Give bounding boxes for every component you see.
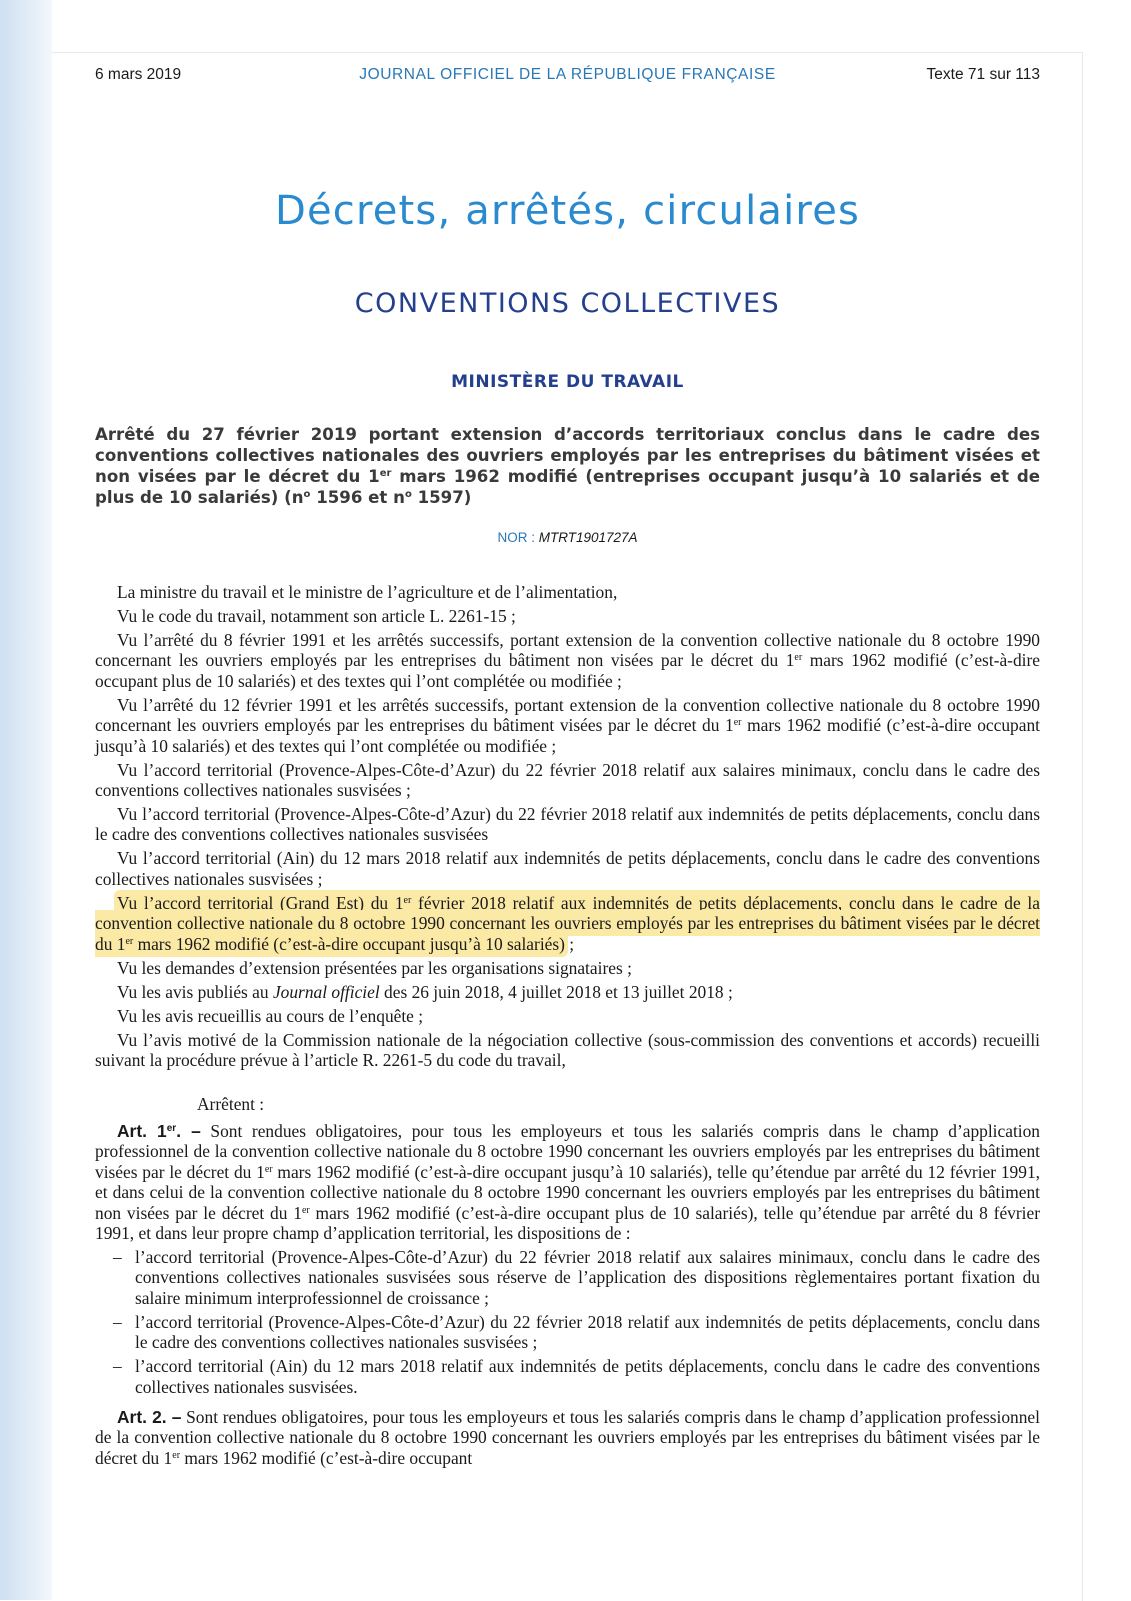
paragraph-vu-accord-grand-est-highlighted: Vu l’accord territorial (Grand Est) du 1er février 2018 relatif aux indemnités de petits déplacements, conclu dans le cadre de la convention collective nationale du 8 octobre 1990 concernant les ouvriers employés par les entreprises du bâtiment visées par le décret du 1er mars 1962 modifié (c’est-à-dire occupant jusqu’à 10 salariés) ; — [95, 892, 1040, 954]
list-item: – l’accord territorial (Provence-Alpes-Côte-d’Azur) du 22 février 2018 relatif aux salaires minimaux, conclu dans le cadre des conventions collectives nationales susvisées sous réserve de l’application des dispositions règlementaires portant fixation du salaire minimum interprofessionnel de croissance ; — [113, 1246, 1040, 1308]
nor-reference — [95, 530, 1040, 545]
paragraph-vu-code: Vu le code du travail, notamment son article L. 2261-15 ; — [117, 606, 516, 626]
paragraph-vu-avis-publies: Vu les avis publiés au Journal officiel des 26 juin 2018, 4 juillet 2018 et 13 juillet 2018 ; — [117, 981, 733, 1002]
header-text-number: Texte 71 sur 113 — [926, 66, 1040, 83]
page-header — [95, 66, 1040, 88]
list-item: – l’accord territorial (Ain) du 12 mars 2018 relatif aux indemnités de petits déplacements, conclu dans le cadre des conventions collectives nationales susvisées. — [113, 1356, 1040, 1397]
article-2: Art. 2. – Sont rendues obligatoires, pour tous les employeurs et tous les salariés compris dans le champ d’application professionnel de la convention collective nationale du 8 octobre 1990 concernant les ouvriers employés par les entreprises du bâtiment visées par le décret du 1er mars 1962 modifié (c’est-à-dire occupant — [95, 1406, 1040, 1468]
paragraph-vu-accord-ain: Vu l’accord territorial (Ain) du 12 mars 2018 relatif aux indemnités de petits déplacements, conclu dans le cadre des conventions collectives nationales susvisées ; — [95, 848, 1040, 889]
article-1-label: Art. 1er. – — [117, 1120, 201, 1141]
paragraph-vu-enquete: Vu les avis recueillis au cours de l’enquête ; — [117, 1005, 424, 1026]
paragraph-vu-arrete-1991-b: Vu l’arrêté du 12 février 1991 et les arrêtés successifs, portant extension de la convention collective nationale du 8 octobre 1990 concernant les ouvriers employés par les entreprises du bâtiment visées par le décret du 1er mars 1962 modifié (c’est-à-dire occupant jusqu’à 10 salariés) et des textes qui l’ont complétée ou modifiée ; — [95, 694, 1040, 756]
nor-label: NOR : — [497, 530, 535, 545]
header-journal-title: JOURNAL OFFICIEL DE LA RÉPUBLIQUE FRANÇAISE — [359, 66, 776, 83]
left-margin-band — [0, 0, 52, 1600]
article-1: Art. 1er. – Sont rendues obligatoires, pour tous les employeurs et tous les salariés compris dans le champ d’application professionnel de la convention collective nationale du 8 octobre 1990 concernant les ouvriers employés par les entreprises du bâtiment visées par le décret du 1er mars 1962 modifié (c’est-à-dire occupant jusqu’à 10 salariés), telle qu’étendue par arrêté du 12 février 1991, et dans celui de la convention collective nationale du 8 octobre 1990 concernant les ouvriers employés par les entreprises du bâtiment non visées par le décret du 1er mars 1962 modifié (c’est-à-dire occupant plus de 10 salariés), telle qu’étendue par arrêté du 8 février 1991, et dans leur propre champ d’application territorial, les dispositions de : — [95, 1120, 1040, 1243]
paragraph-vu-demandes: Vu les demandes d’extension présentées par les organisations signataires ; — [117, 957, 632, 978]
document-body — [95, 582, 1040, 1472]
arrete-title: Arrêté du 27 février 2019 portant extension d’accords territoriaux conclus dans le cadre des conventions collectives nationales des ouvriers employés par les entreprises du bâtiment visées et non visées par le décret du 1er mars 1962 modifié (entreprises occupant jusqu’à 10 salariés et de plus de 10 salariés) ($n^o$ 1596 et $n^o$ 1597) — [95, 425, 1041, 507]
paragraph-preamble: La ministre du travail et le ministre de l’agriculture et de l’alimentation, — [117, 582, 618, 602]
paragraph-vu-accord-paca-salaires: Vu l’accord territorial (Provence-Alpes-Côte-d’Azur) du 22 février 2018 relatif aux salaires minimaux, conclu dans le cadre des conventions collectives nationales susvisées ; — [95, 759, 1040, 801]
section-title: Décrets, arrêtés, circulaires — [274, 188, 861, 234]
paragraph-vu-commission: Vu l’avis motivé de la Commission nationale de la négociation collective (sous-commission des conventions et accords) recueilli suivant la procédure prévue à l’article R. 2261-5 du code du travail, — [95, 1029, 1040, 1071]
header-date: 6 mars 2019 — [95, 66, 182, 83]
list-item: – l’accord territorial (Provence-Alpes-Côte-d’Azur) du 22 février 2018 relatif aux indemnités de petits déplacements, conclu dans le cadre des conventions collectives nationales susvisées ; — [113, 1311, 1040, 1353]
highlight-mark: Vu l’accord territorial (Grand Est) du 1er février 2018 relatif aux indemnités de petits déplacements, conclu dans le cadre de la convention collective nationale du 8 octobre 1990 concernant les ouvriers employés par les entreprises du bâtiment visées par le décret du 1er mars 1962 modifié (c’est-à-dire occupant jusqu’à 10 salariés) — [95, 892, 1040, 954]
ministry-heading: MINISTÈRE DU TRAVAIL — [451, 372, 684, 392]
paragraph-vu-accord-paca-deplacements: Vu l’accord territorial (Provence-Alpes-Côte-d’Azur) du 22 février 2018 relatif aux indemnités de petits déplacements, conclu dans le cadre des conventions collectives nationales susvisées — [95, 804, 1040, 845]
paragraph-vu-arrete-1991-a: Vu l’arrêté du 8 février 1991 et les arrêtés successifs, portant extension de la convention collective nationale du 8 octobre 1990 concernant les ouvriers employés par les entreprises du bâtiment non visées par le décret du 1er mars 1962 modifié (c’est-à-dire occupant plus de 10 salariés) et des textes qui l’ont complétée ou modifiée ; — [95, 630, 1040, 691]
arretent-heading: Arrêtent : — [197, 1094, 265, 1115]
article-2-label: Art. 2. – — [117, 1406, 182, 1427]
section-subtitle: CONVENTIONS COLLECTIVES — [354, 288, 781, 319]
nor-code: MTRT1901727A — [538, 530, 638, 545]
